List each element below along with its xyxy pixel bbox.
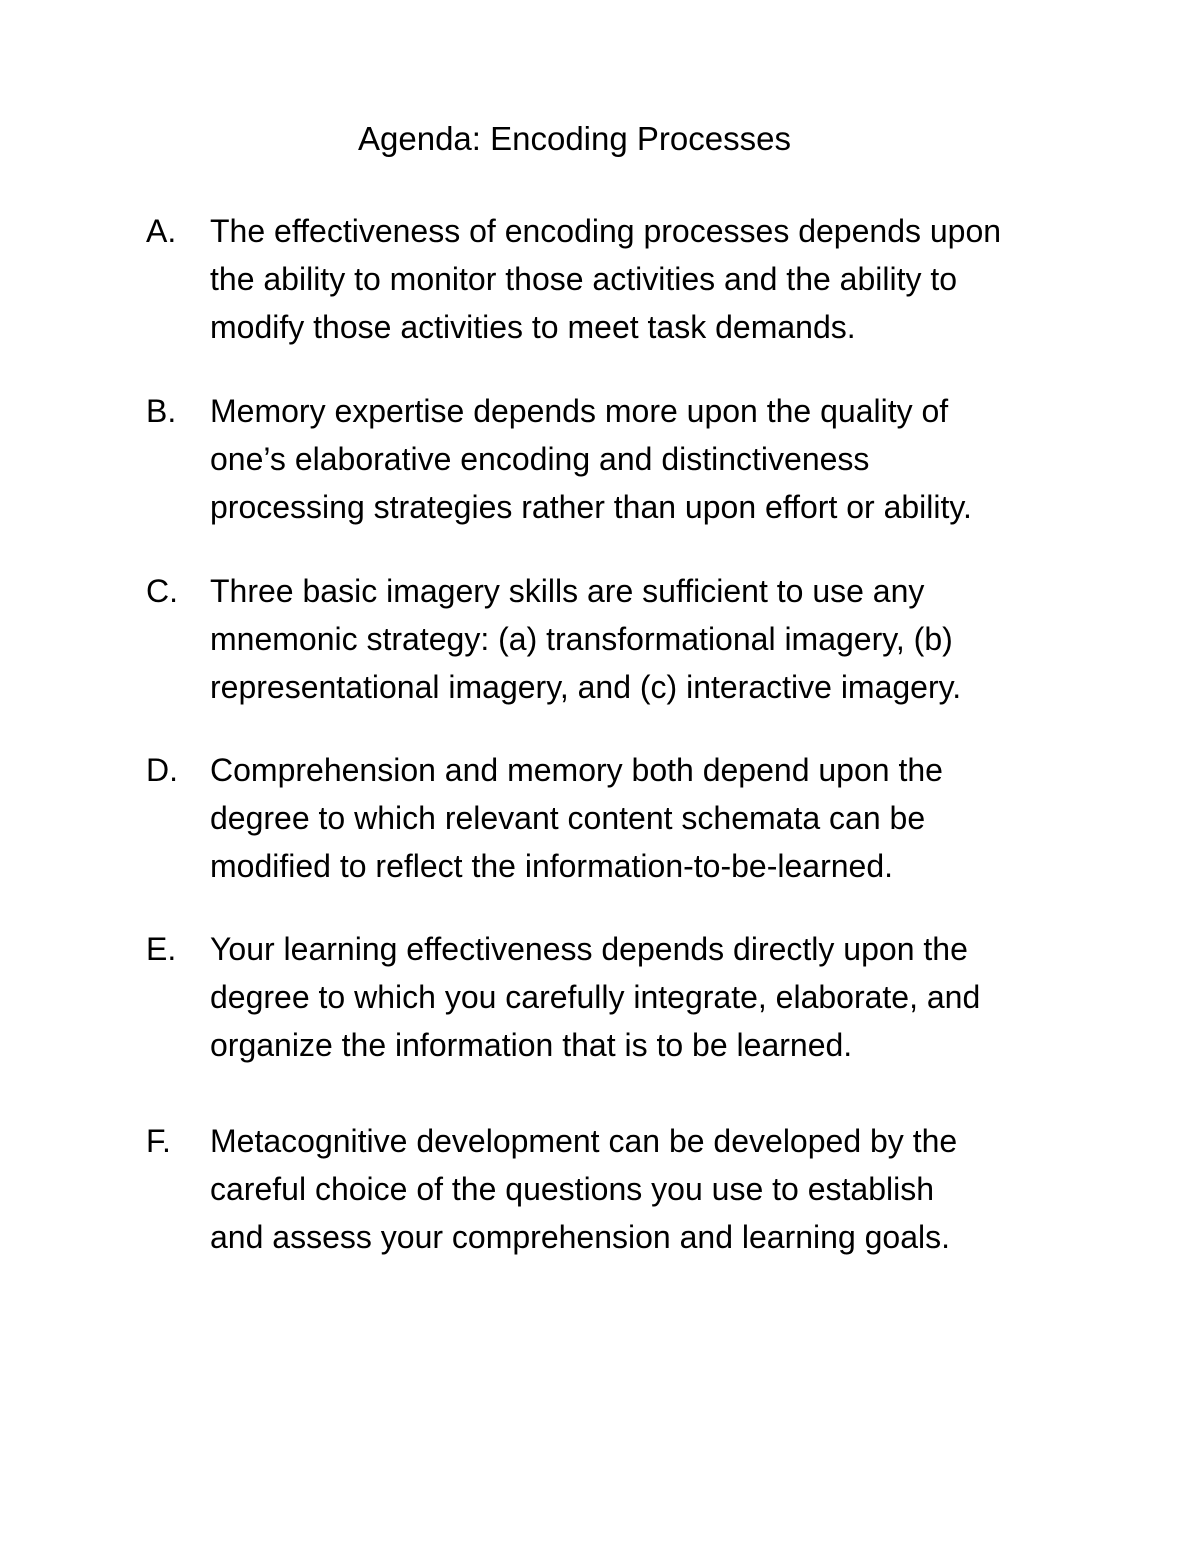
item-letter: C. <box>146 573 178 609</box>
item-letter: F. <box>146 1123 171 1159</box>
item-text <box>210 387 1106 531</box>
item-line: Three basic imagery skills are sufficient to use any <box>210 573 925 609</box>
item-text <box>210 746 1106 890</box>
item-letter: E. <box>146 931 177 967</box>
item-line: Your learning effectiveness depends directly upon the <box>210 931 968 967</box>
item-text <box>210 207 1106 351</box>
item-line: Metacognitive development can be developed by the <box>210 1123 958 1159</box>
item-line: modified to reflect the information-to-be-learned. <box>210 848 894 884</box>
item-letter: B. <box>146 393 177 429</box>
item-line: processing strategies rather than upon effort or ability. <box>210 489 972 525</box>
item-line: Comprehension and memory both depend upon the <box>210 752 943 788</box>
item-line: degree to which relevant content schemata can be <box>210 800 926 836</box>
item-line: careful choice of the questions you use to establish <box>210 1171 934 1207</box>
item-line: degree to which you carefully integrate, elaborate, and <box>210 979 981 1015</box>
item-line: and assess your comprehension and learning goals. <box>210 1219 951 1255</box>
item-line: mnemonic strategy: (a) transformational imagery, (b) <box>210 621 953 657</box>
item-text <box>210 1117 1106 1261</box>
item-line: modify those activities to meet task demands. <box>210 309 856 345</box>
item-line: organize the information that is to be learned. <box>210 1027 853 1063</box>
page-title: Agenda: Encoding Processes <box>358 120 791 157</box>
item-line: the ability to monitor those activities and the ability to <box>210 261 958 297</box>
item-text <box>210 567 1106 711</box>
item-letter: D. <box>146 752 178 788</box>
item-line: The effectiveness of encoding processes depends upon <box>210 213 1002 249</box>
item-line: representational imagery, and (c) interactive imagery. <box>210 669 962 705</box>
item-letter: A. <box>146 213 177 249</box>
item-line: Memory expertise depends more upon the quality of <box>210 393 949 429</box>
item-text <box>210 925 1106 1069</box>
item-line: one’s elaborative encoding and distinctiveness <box>210 441 870 477</box>
